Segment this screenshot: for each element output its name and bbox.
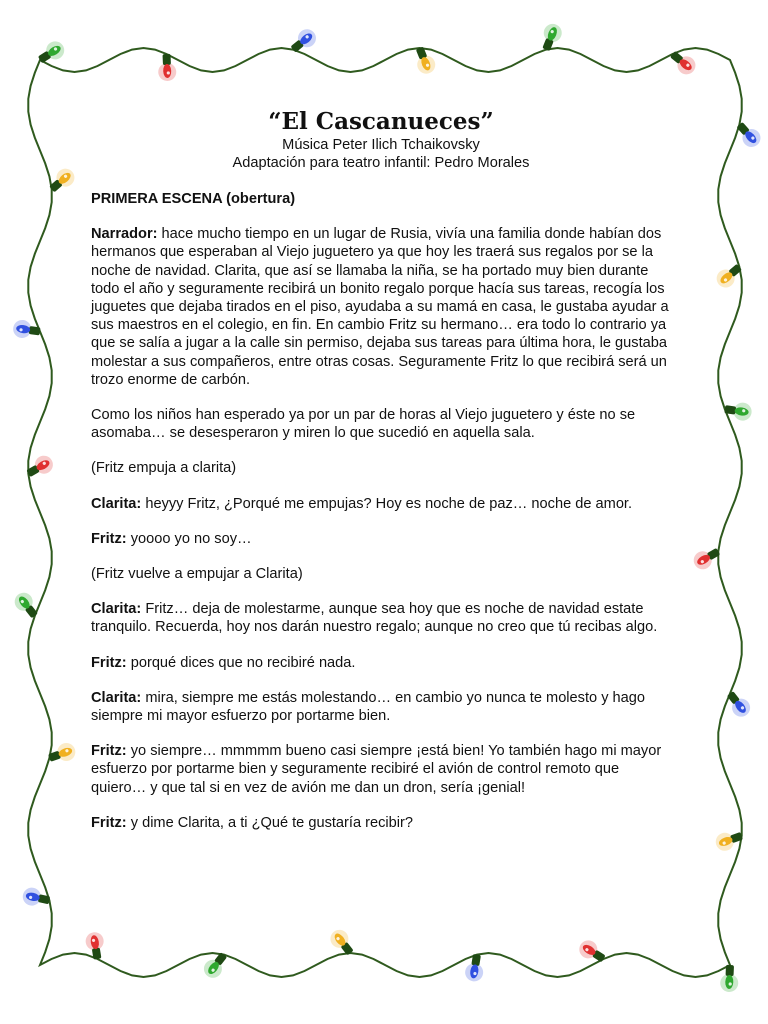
paragraph <box>91 406 671 442</box>
stage-direction <box>91 565 671 583</box>
dialogue-line <box>91 689 671 725</box>
scene-heading: PRIMERA ESCENA (obertura) <box>91 191 296 207</box>
speaker-label: Clarita: <box>91 601 142 618</box>
paragraph-text: (Fritz empuja a clarita) <box>91 460 237 477</box>
christmas-light-bulb-icon <box>723 688 754 720</box>
dialogue-line <box>91 814 671 832</box>
paragraph-text: yo siempre… mmmmm bueno casi siempre ¡está bien! Yo también hago mi mayor esfuerzo por portarme bien y seguramente recibiré el avión de control remoto que quiero… y que tal si en vez de avión me dan un dron, sería ¡genial! <box>91 743 662 796</box>
christmas-light-bulb-icon <box>667 47 699 78</box>
paragraph-text: mira, siempre me estás molestando… en cambio yo nunca te molesto y hago siempre mi mayor esfuerzo por portarme bien. <box>91 689 646 725</box>
christmas-light-bulb-icon <box>11 589 42 621</box>
dialogue-line <box>91 495 671 513</box>
dialogue-line <box>91 600 671 636</box>
speaker-label: Fritz: <box>91 743 127 760</box>
dialogue-line <box>91 742 671 797</box>
paragraph <box>91 225 671 389</box>
paragraph-text: (Fritz vuelve a empujar a Clarita) <box>91 566 303 583</box>
speaker-label: Fritz: <box>91 814 127 831</box>
speaker-label: Clarita: <box>91 689 142 706</box>
adaptation-line: Adaptación para teatro infantil: Pedro Morales <box>232 155 530 171</box>
document-body <box>91 108 671 849</box>
composer-line: Música Peter Ilich Tchaikovsky <box>282 137 480 153</box>
paragraph-text: y dime Clarita, a ti ¿Qué te gustaría recibir? <box>126 814 413 831</box>
christmas-light-bulb-icon <box>287 26 319 57</box>
paragraph-text: Fritz… deja de molestarme, aunque sea hoy que es noche de navidad estate tranquilo. Recuerda, hoy nos darán nuestro regalo; aunque no creo que tú recibas algo. <box>91 601 658 636</box>
dialogue-line <box>91 530 671 548</box>
speaker-label: Clarita: <box>91 495 142 512</box>
christmas-light-bulb-icon <box>576 937 608 967</box>
speaker-label: Fritz: <box>91 530 127 547</box>
document-title: “El Cascanueces” <box>268 108 494 135</box>
paragraph-text: yoooo yo no soy… <box>126 530 252 547</box>
paragraph-text: hace mucho tiempo en un lugar de Rusia, vivía una familia donde habían dos hermanos que esperaban al Viejo juguetero ya que hoy les traerá sus regalos por se la noche de navidad. Clarita, que así se llamaba la niña, se ha portado muy bien durante todo el año y seguramente recibirá un bonito regalo porque hacía sus tareas, recogía los juguetes que dejaba tirados en el piso, ayudaba a su mamá en casa, le gustaba ayudar a sus maestros en el colegio, en fin. En cambio Fritz su hermano… era todo lo contrario ya que se salía a jugar a la calle sin permiso, dejaba sus tareas para última hora, le gustaba molestar a sus compañeros, entre otras cosas. Seguramente Fritz lo que recibirá será un trozo enorme de carbón. <box>91 226 669 388</box>
speaker-label: Narrador: <box>91 226 158 243</box>
paragraph-text: heyyy Fritz, ¿Porqué me empujas? Hoy es noche de paz… noche de amor. <box>141 495 633 512</box>
christmas-light-bulb-icon <box>35 38 67 68</box>
stage-direction <box>91 459 671 477</box>
paragraph-text: porqué dices que no recibiré nada. <box>126 654 356 671</box>
dialogue-line <box>91 654 671 672</box>
paragraph-text: Como los niños han esperado ya por un par de horas al Viejo juguetero y éste no se asomaba… se desesperaron y miren lo que sucedió en aquella sala. <box>91 407 636 442</box>
christmas-light-bulb-icon <box>733 119 764 151</box>
speaker-label: Fritz: <box>91 654 127 671</box>
